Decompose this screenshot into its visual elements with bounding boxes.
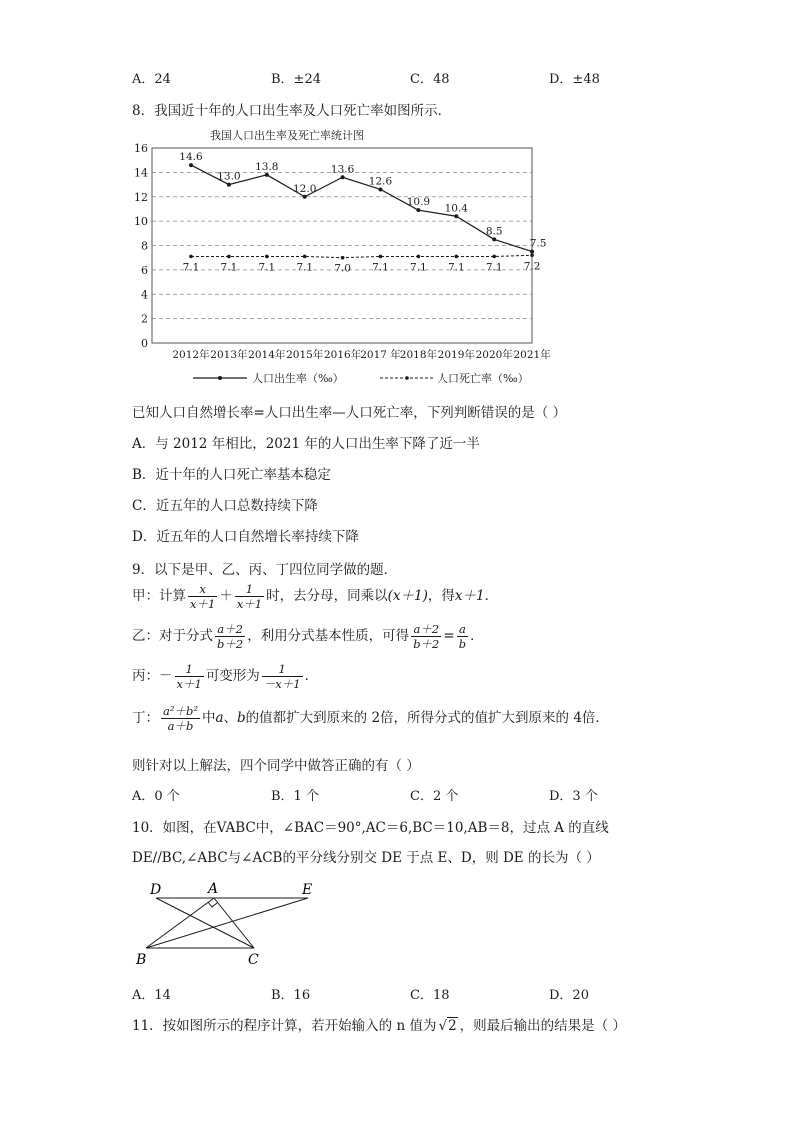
death-rate-data-label: 7.1 [296, 261, 314, 274]
label-c: C [248, 952, 259, 968]
death-rate-data-label: 7.1 [182, 261, 200, 274]
jia-fraction-2: $\frac{1}{x+1}$ [236, 582, 263, 611]
line-ab [146, 898, 214, 948]
q8-option-b: B．近十年的人口死亡率基本稳定 [132, 467, 331, 483]
x-tick-label: 2019年 [437, 349, 475, 361]
birth-rate-line [191, 165, 532, 252]
q10-option-c: C．18 [410, 988, 450, 1003]
q7-option-a: A．24 [132, 72, 171, 87]
jia-plus: ＋ [219, 588, 233, 604]
ding-prefix: 丁： [132, 710, 159, 726]
jia-tail: ，得 [427, 588, 455, 604]
q11-question [132, 1014, 626, 1034]
chart-title: 我国人口出生率及死亡率统计图 [210, 129, 364, 142]
q7-option-b: B．±24 [271, 72, 321, 87]
bing-minus: － [159, 668, 173, 684]
x-tick-label: 2021年 [513, 349, 551, 361]
y-tick-label: 10 [134, 215, 148, 229]
y-tick-label: 8 [141, 239, 148, 253]
q7-option-c: C．48 [410, 72, 450, 87]
birth-rate-point [189, 163, 193, 167]
q10-option-a: A．14 [132, 988, 171, 1003]
legend-birth-marker [218, 376, 222, 380]
y-tick-label: 4 [141, 288, 148, 302]
q9-question: 则针对以上解法，四个同学中做答正确的有（ ） [132, 758, 420, 774]
y-tick-label: 0 [141, 337, 148, 350]
line-ac [214, 898, 254, 948]
jia-mid: 时，去分母，同乘以 [266, 588, 388, 604]
bing-fraction-2: $\frac{1}{-x+1}$ [263, 662, 301, 691]
label-b: B [136, 952, 147, 968]
yi-fraction-1: $\frac{a+2}{b+2}$ [217, 622, 244, 651]
death-rate-data-label: 7.1 [485, 261, 503, 274]
birth-rate-point [492, 237, 496, 241]
birth-rate-data-label: 8.5 [485, 225, 503, 238]
q7-option-d: D．±48 [549, 72, 600, 87]
q9-bing [132, 662, 318, 691]
x-tick-label: 2017 年 [360, 349, 401, 361]
label-d: D [150, 882, 162, 898]
q11-tail: ，则最后输出的结果是（ ） [459, 1018, 626, 1034]
q8-option-c: C．近五年的人口总数持续下降 [132, 498, 318, 514]
death-rate-data-label: 7.0 [334, 262, 351, 275]
death-rate-point [455, 255, 459, 259]
death-rate-point [227, 255, 231, 259]
q9-option-c: C．2 个 [410, 789, 459, 804]
x-tick-label: 2014年 [248, 349, 286, 361]
y-tick-label: 2 [141, 312, 148, 326]
q10-triangle-figure [130, 878, 330, 968]
x-tick-label: 2020年 [475, 349, 513, 361]
bing-fraction-1: $\frac{1}{x+1}$ [176, 662, 202, 691]
y-tick-label: 6 [141, 263, 148, 277]
death-rate-point [303, 255, 307, 259]
birth-rate-point [454, 214, 458, 218]
label-a: A [208, 881, 219, 897]
death-rate-data-label: 7.1 [447, 261, 465, 274]
bing-prefix: 丙： [132, 668, 159, 684]
q9-option-a: A．0 个 [132, 789, 180, 804]
q9-ding [132, 704, 609, 733]
death-rate-data-label: 7.1 [258, 261, 276, 274]
x-tick-label: 2012年 [172, 349, 210, 361]
q10-line-1: 10．如图，在VABC中，∠BAC＝90°,AC＝6,BC＝10,AB＝8，过点 A 的直线 [132, 820, 609, 836]
birth-rate-data-label: 14.6 [179, 151, 203, 164]
q8-option-d: D．近五年的人口自然增长率持续下降 [132, 529, 359, 545]
ding-var-a: a [215, 710, 224, 726]
birth-rate-point [265, 173, 269, 177]
y-tick-label: 16 [134, 142, 148, 155]
q9-option-b: B．1 个 [271, 789, 319, 804]
x-tick-label: 2018年 [399, 349, 438, 361]
label-e: E [302, 882, 313, 898]
jia-result: x＋1 [454, 588, 485, 604]
birth-rate-data-label: 12.6 [368, 175, 393, 188]
death-rate-data-label: 7.1 [220, 261, 238, 274]
legend-death-label: 人口死亡率（‰） [437, 372, 529, 385]
bing-end: ． [304, 668, 319, 684]
death-rate-point [265, 255, 269, 259]
birth-rate-data-label: 7.5 [529, 237, 547, 250]
birth-rate-point [341, 175, 345, 179]
q9-jia [132, 582, 498, 611]
jia-prefix: 甲：计算 [132, 588, 186, 604]
ding-tail: 的值都扩大到原来的 2倍，所得分式的值扩大到原来的 4倍． [245, 710, 609, 726]
x-tick-label: 2016年 [323, 349, 362, 361]
q9-option-d: D．3 个 [549, 789, 598, 804]
q10-option-d: D．20 [549, 988, 589, 1003]
legend-birth-label: 人口出生率（‰） [252, 372, 344, 385]
death-rate-data-label: 7.1 [372, 261, 389, 274]
birth-rate-point [379, 187, 383, 191]
death-rate-data-label: 7.1 [410, 261, 427, 274]
q9-yi [132, 622, 484, 651]
birth-death-rate-chart [0, 120, 794, 520]
x-tick-label: 2015年 [286, 349, 324, 361]
right-angle-mark [208, 902, 217, 907]
yi-fraction-2: $\frac{a+2}{b+2}$ [413, 622, 440, 651]
birth-rate-point [227, 183, 231, 187]
death-rate-point [530, 253, 534, 257]
ding-sep: 、 [223, 710, 238, 726]
q8-question: 已知人口自然增长率=人口出生率—人口死亡率，下列判断错误的是（ ） [132, 405, 567, 421]
death-rate-point [492, 255, 496, 259]
death-rate-point [341, 256, 345, 260]
ding-zhong: 中 [201, 710, 216, 726]
jia-end: ． [484, 588, 499, 604]
legend-death-marker [405, 376, 409, 380]
sqrt-symbol: √ [438, 1018, 448, 1034]
birth-rate-data-label: 13.6 [330, 163, 355, 176]
y-tick-label: 14 [134, 166, 148, 180]
ding-fraction: $\frac{\text{a²＋b²}}{a+b}$ [163, 704, 198, 733]
q10-option-b: B．16 [271, 988, 311, 1003]
q11-text: 11．按如图所示的程序计算，若开始输入的 n 值为 [132, 1018, 437, 1034]
birth-rate-data-label: 12.0 [293, 182, 317, 195]
q10-line-2: DE//BC,∠ABC与∠ACB的平分线分别交 DE 于点 E、D，则 DE 的长为（ ） [132, 850, 600, 866]
yi-fraction-3: $\frac{a}{b}$ [458, 622, 467, 651]
death-rate-point [417, 255, 421, 259]
death-rate-point [379, 255, 383, 259]
death-rate-data-label: 7.2 [523, 260, 541, 273]
birth-rate-data-label: 10.9 [406, 196, 431, 209]
x-tick-label: 2013年 [210, 349, 248, 361]
death-rate-point [189, 255, 193, 259]
yi-equals: = [443, 628, 455, 644]
birth-rate-point [303, 195, 307, 199]
q8-stem: 8．我国近十年的人口出生率及人口死亡率如图所示． [132, 103, 452, 119]
q9-stem: 9．以下是甲、乙、丙、丁四位同学做的题． [132, 562, 398, 578]
yi-prefix: 乙：对于分式 [132, 628, 213, 644]
q8-option-a: A．与 2012 年相比，2021 年的人口出生率下降了近一半 [132, 436, 480, 452]
jia-paren: (x＋1) [387, 588, 428, 604]
y-tick-label: 12 [134, 190, 148, 204]
birth-rate-data-label: 10.4 [444, 202, 468, 215]
yi-end: ． [470, 628, 484, 644]
sqrt-value: 2 [448, 1018, 457, 1034]
birth-rate-point [416, 208, 420, 212]
jia-fraction-1: $\frac{x}{x+1}$ [190, 582, 216, 611]
yi-mid: ，利用分式基本性质，可得 [247, 628, 410, 644]
ding-var-b: b [237, 710, 246, 726]
birth-rate-data-label: 13.0 [217, 170, 241, 183]
birth-rate-point [530, 250, 534, 254]
bing-mid: 可变形为 [205, 668, 260, 684]
sqrt-expression [438, 1018, 457, 1034]
birth-rate-data-label: 13.8 [255, 160, 279, 173]
death-rate-line [191, 255, 532, 257]
